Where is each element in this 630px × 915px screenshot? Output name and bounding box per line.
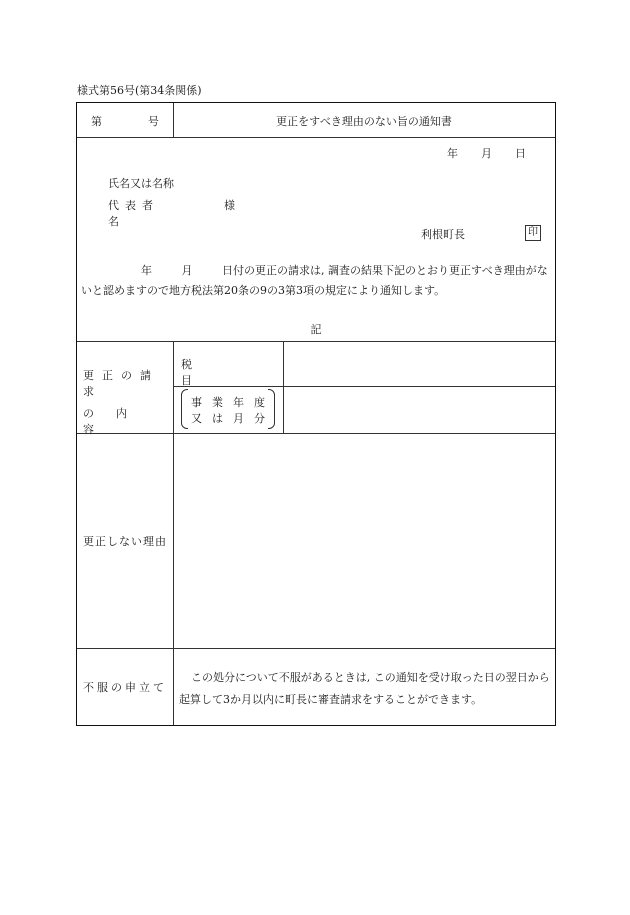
request-label-line1: 更正の請求	[83, 369, 159, 398]
bracket-bottom-gap	[188, 428, 268, 430]
name-label: 氏名又は名称	[108, 177, 174, 190]
number-suffix: 号	[148, 115, 159, 128]
notice-form	[76, 102, 556, 726]
request-label-line2: の内容	[83, 407, 149, 436]
tax-column-divider	[283, 341, 284, 433]
date-year: 年	[447, 147, 458, 160]
representative-label: 代表者名	[108, 199, 159, 228]
number-field	[91, 113, 159, 129]
body-date-year: 年	[141, 264, 152, 277]
body-date-month: 月	[181, 264, 193, 277]
body-text: 日付の更正の請求は, 調査の結果下記のとおり更正すべき理由がないと認めますので地方税法第20条の9の3第3項の規定により通知します。	[81, 264, 548, 297]
header-rule	[77, 137, 555, 138]
notice-body	[81, 261, 551, 301]
reason-label: 更正しない理由	[83, 535, 167, 548]
tax-item-label: 税目	[181, 358, 260, 387]
form-reference: 様式第56号(第34条関係)	[77, 84, 202, 97]
document-title: 更正をすべき理由のない旨の通知書	[276, 115, 452, 128]
issuer-title: 利根町長	[421, 228, 465, 241]
seal-stamp: 印	[525, 225, 541, 241]
appeal-label: 不服の申立て	[83, 681, 167, 694]
number-prefix: 第	[91, 115, 102, 128]
business-year-line2: 又は月分	[191, 412, 275, 425]
business-year-cell	[173, 386, 283, 433]
request-top-rule	[77, 341, 555, 342]
date-month: 月	[481, 147, 492, 160]
business-year-line1: 事業年度	[191, 396, 275, 409]
ki-heading: 記	[310, 323, 322, 336]
reason-bottom-rule	[77, 648, 555, 649]
honorific: 様	[224, 199, 235, 212]
request-bottom-rule	[77, 433, 555, 434]
date-day: 日	[515, 147, 526, 160]
request-label	[83, 367, 167, 437]
appeal-text: この処分について不服があるときは, この通知を受け取った日の翌日から起算して3か月以内に町長に審査請求をすることができます。	[179, 671, 550, 706]
bracket-top-gap	[188, 389, 268, 391]
